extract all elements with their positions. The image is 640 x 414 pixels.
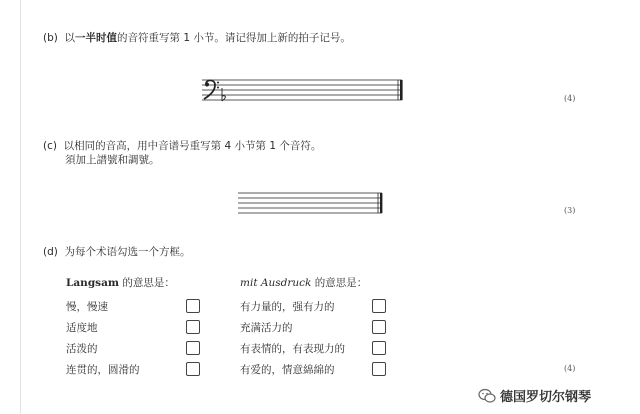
- question-c-line2: 須加上譜號和調號。: [65, 154, 160, 166]
- question-c-label: (c): [43, 140, 57, 152]
- checkbox-langsam-4[interactable]: [186, 362, 200, 376]
- checkbox-mit-ausdruck-3[interactable]: [372, 341, 386, 355]
- checkbox-langsam-2[interactable]: [186, 320, 200, 334]
- option-label: 充满活力的: [240, 322, 293, 334]
- page-margin-line: [20, 0, 21, 414]
- question-d-label: (d): [43, 246, 58, 258]
- option-label: 活泼的: [66, 343, 98, 355]
- heading-suffix-2: 的意思是：: [311, 277, 368, 289]
- question-b-label: (b): [43, 32, 58, 44]
- question-b-text-bold: 一半时值: [75, 32, 118, 44]
- checkbox-langsam-1[interactable]: [186, 299, 200, 313]
- question-b-text-before: 以: [64, 32, 76, 44]
- term-langsam: Langsam: [66, 277, 119, 289]
- option-label: 慢，慢速: [66, 301, 108, 313]
- column-heading-mit-ausdruck: [240, 275, 367, 290]
- term-mit-ausdruck: mit Ausdruck: [240, 277, 312, 289]
- checkbox-mit-ausdruck-4[interactable]: [372, 362, 386, 376]
- option-label: 连贯的，圆滑的: [66, 364, 140, 376]
- watermark: [478, 386, 591, 405]
- question-d-text: 为每个术语勾选一个方框。: [64, 246, 191, 258]
- question-b-text-after: 的音符重写第 1 小节。请记得加上新的拍子记号。: [117, 32, 351, 44]
- option-label: 适度地: [66, 322, 98, 334]
- staff-c: [236, 190, 386, 216]
- checkbox-mit-ausdruck-2[interactable]: [372, 320, 386, 334]
- question-c-text: 以相同的音高，用中音谱号重写第 4 小节第 1 个音符。: [63, 140, 322, 152]
- watermark-text: 德国罗切尔钢琴: [500, 390, 592, 405]
- marks-b: (4): [564, 94, 576, 103]
- question-c-line1: [43, 139, 321, 153]
- option-label: 有力量的，强有力的: [240, 301, 335, 313]
- marks-c: (3): [564, 206, 576, 215]
- staff-b: [196, 76, 408, 106]
- question-b: [43, 31, 351, 45]
- option-label: 有表情的，有表现力的: [240, 343, 345, 355]
- checkbox-langsam-3[interactable]: [186, 341, 200, 355]
- heading-suffix-1: 的意思是：: [119, 277, 175, 289]
- marks-d: (4): [564, 364, 576, 373]
- option-label: 有爱的，情意綿綿的: [240, 364, 335, 376]
- checkbox-mit-ausdruck-1[interactable]: [372, 299, 386, 313]
- column-heading-langsam: [66, 275, 175, 290]
- wechat-icon: [478, 388, 496, 404]
- question-d: [43, 245, 191, 259]
